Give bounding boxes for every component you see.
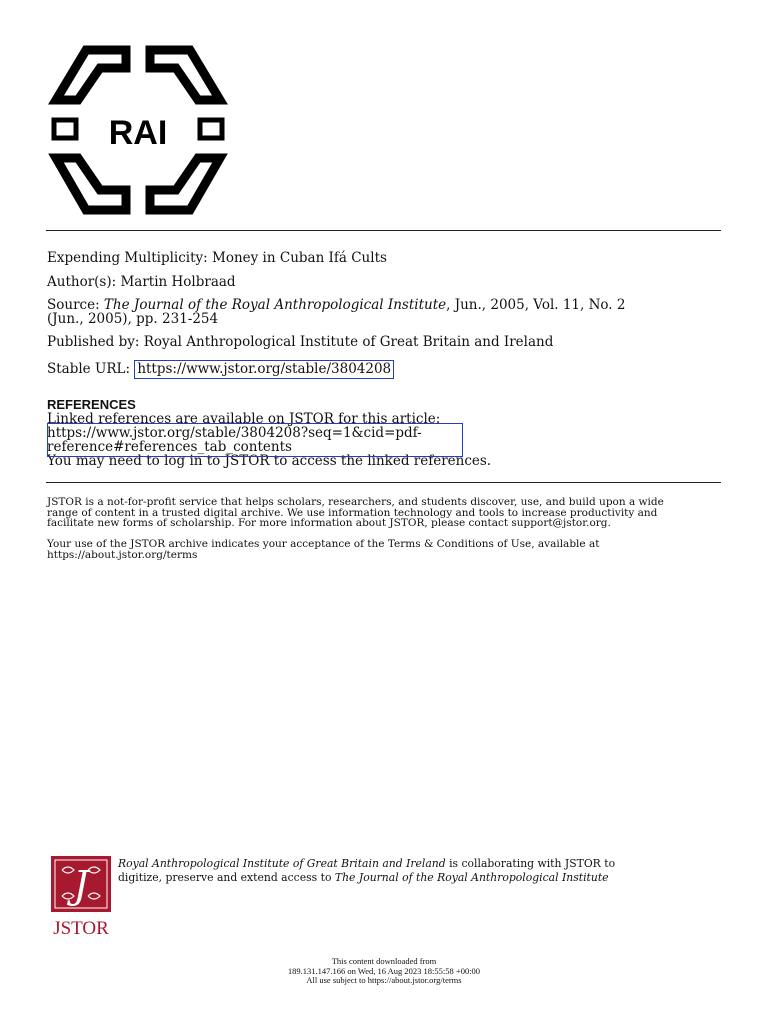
rai-logo-text: RAI [108,114,168,152]
article-source: Source: The Journal of the Royal Anthropological Institute, Jun., 2005, Vol. 11, No. 2 [47,297,626,313]
article-source-cont: (Jun., 2005), pp. 231-254 [47,311,219,327]
article-title: Expending Multiplicity: Money in Cuban Ifá Cults [47,250,387,266]
collaboration-statement: Royal Anthropological Institute of Great Britain and Ireland is collaborating with JSTOR to digitize, preserve and extend access to The Journal of the Royal Anthropological Institute [118,857,616,884]
stable-url-link[interactable]: https://www.jstor.org/stable/3804208 [134,360,394,379]
top-divider [46,230,721,231]
rai-logo [48,40,228,220]
references-heading: REFERENCES [47,397,136,412]
references-note: You may need to log in to JSTOR to access the linked references. [47,453,492,469]
svg-text:J: J [73,863,89,907]
references-section [47,398,491,468]
jstor-notice: JSTOR is a not-for-profit service that helps scholars, researchers, and students discover, use, and build upon a wide range of content in a trusted digital archive. We use information technology and tools to increase productivity and facilitate new forms of scholarship. For more information about JSTOR, please contact support@jstor.org. [47,496,664,529]
jstor-logo [48,856,114,938]
references-link[interactable]: https://www.jstor.org/stable/3804208?seq=1&cid=pdf- reference#references_tab_contents [47,425,422,455]
download-footer: This content downloaded from 189.131.147.166 on Wed, 16 Aug 2023 18:55:58 +00:00 All use subject to https://about.jstor.org/terms [287,956,481,985]
references-intro: Linked references are available on JSTOR for this article: [47,411,441,427]
mid-divider [46,482,721,483]
article-authors: Author(s): Martin Holbraad [47,274,236,290]
article-publisher: Published by: Royal Anthropological Institute of Great Britain and Ireland [47,334,554,350]
stable-url-row: Stable URL: https://www.jstor.org/stable/3804208 [47,360,394,379]
references-link-box [47,423,463,457]
terms-notice: Your use of the JSTOR archive indicates your acceptance of the Terms & Conditions of Use, available at https://about.jstor.org/terms [47,538,600,561]
jstor-logo-text: JSTOR [53,918,109,938]
